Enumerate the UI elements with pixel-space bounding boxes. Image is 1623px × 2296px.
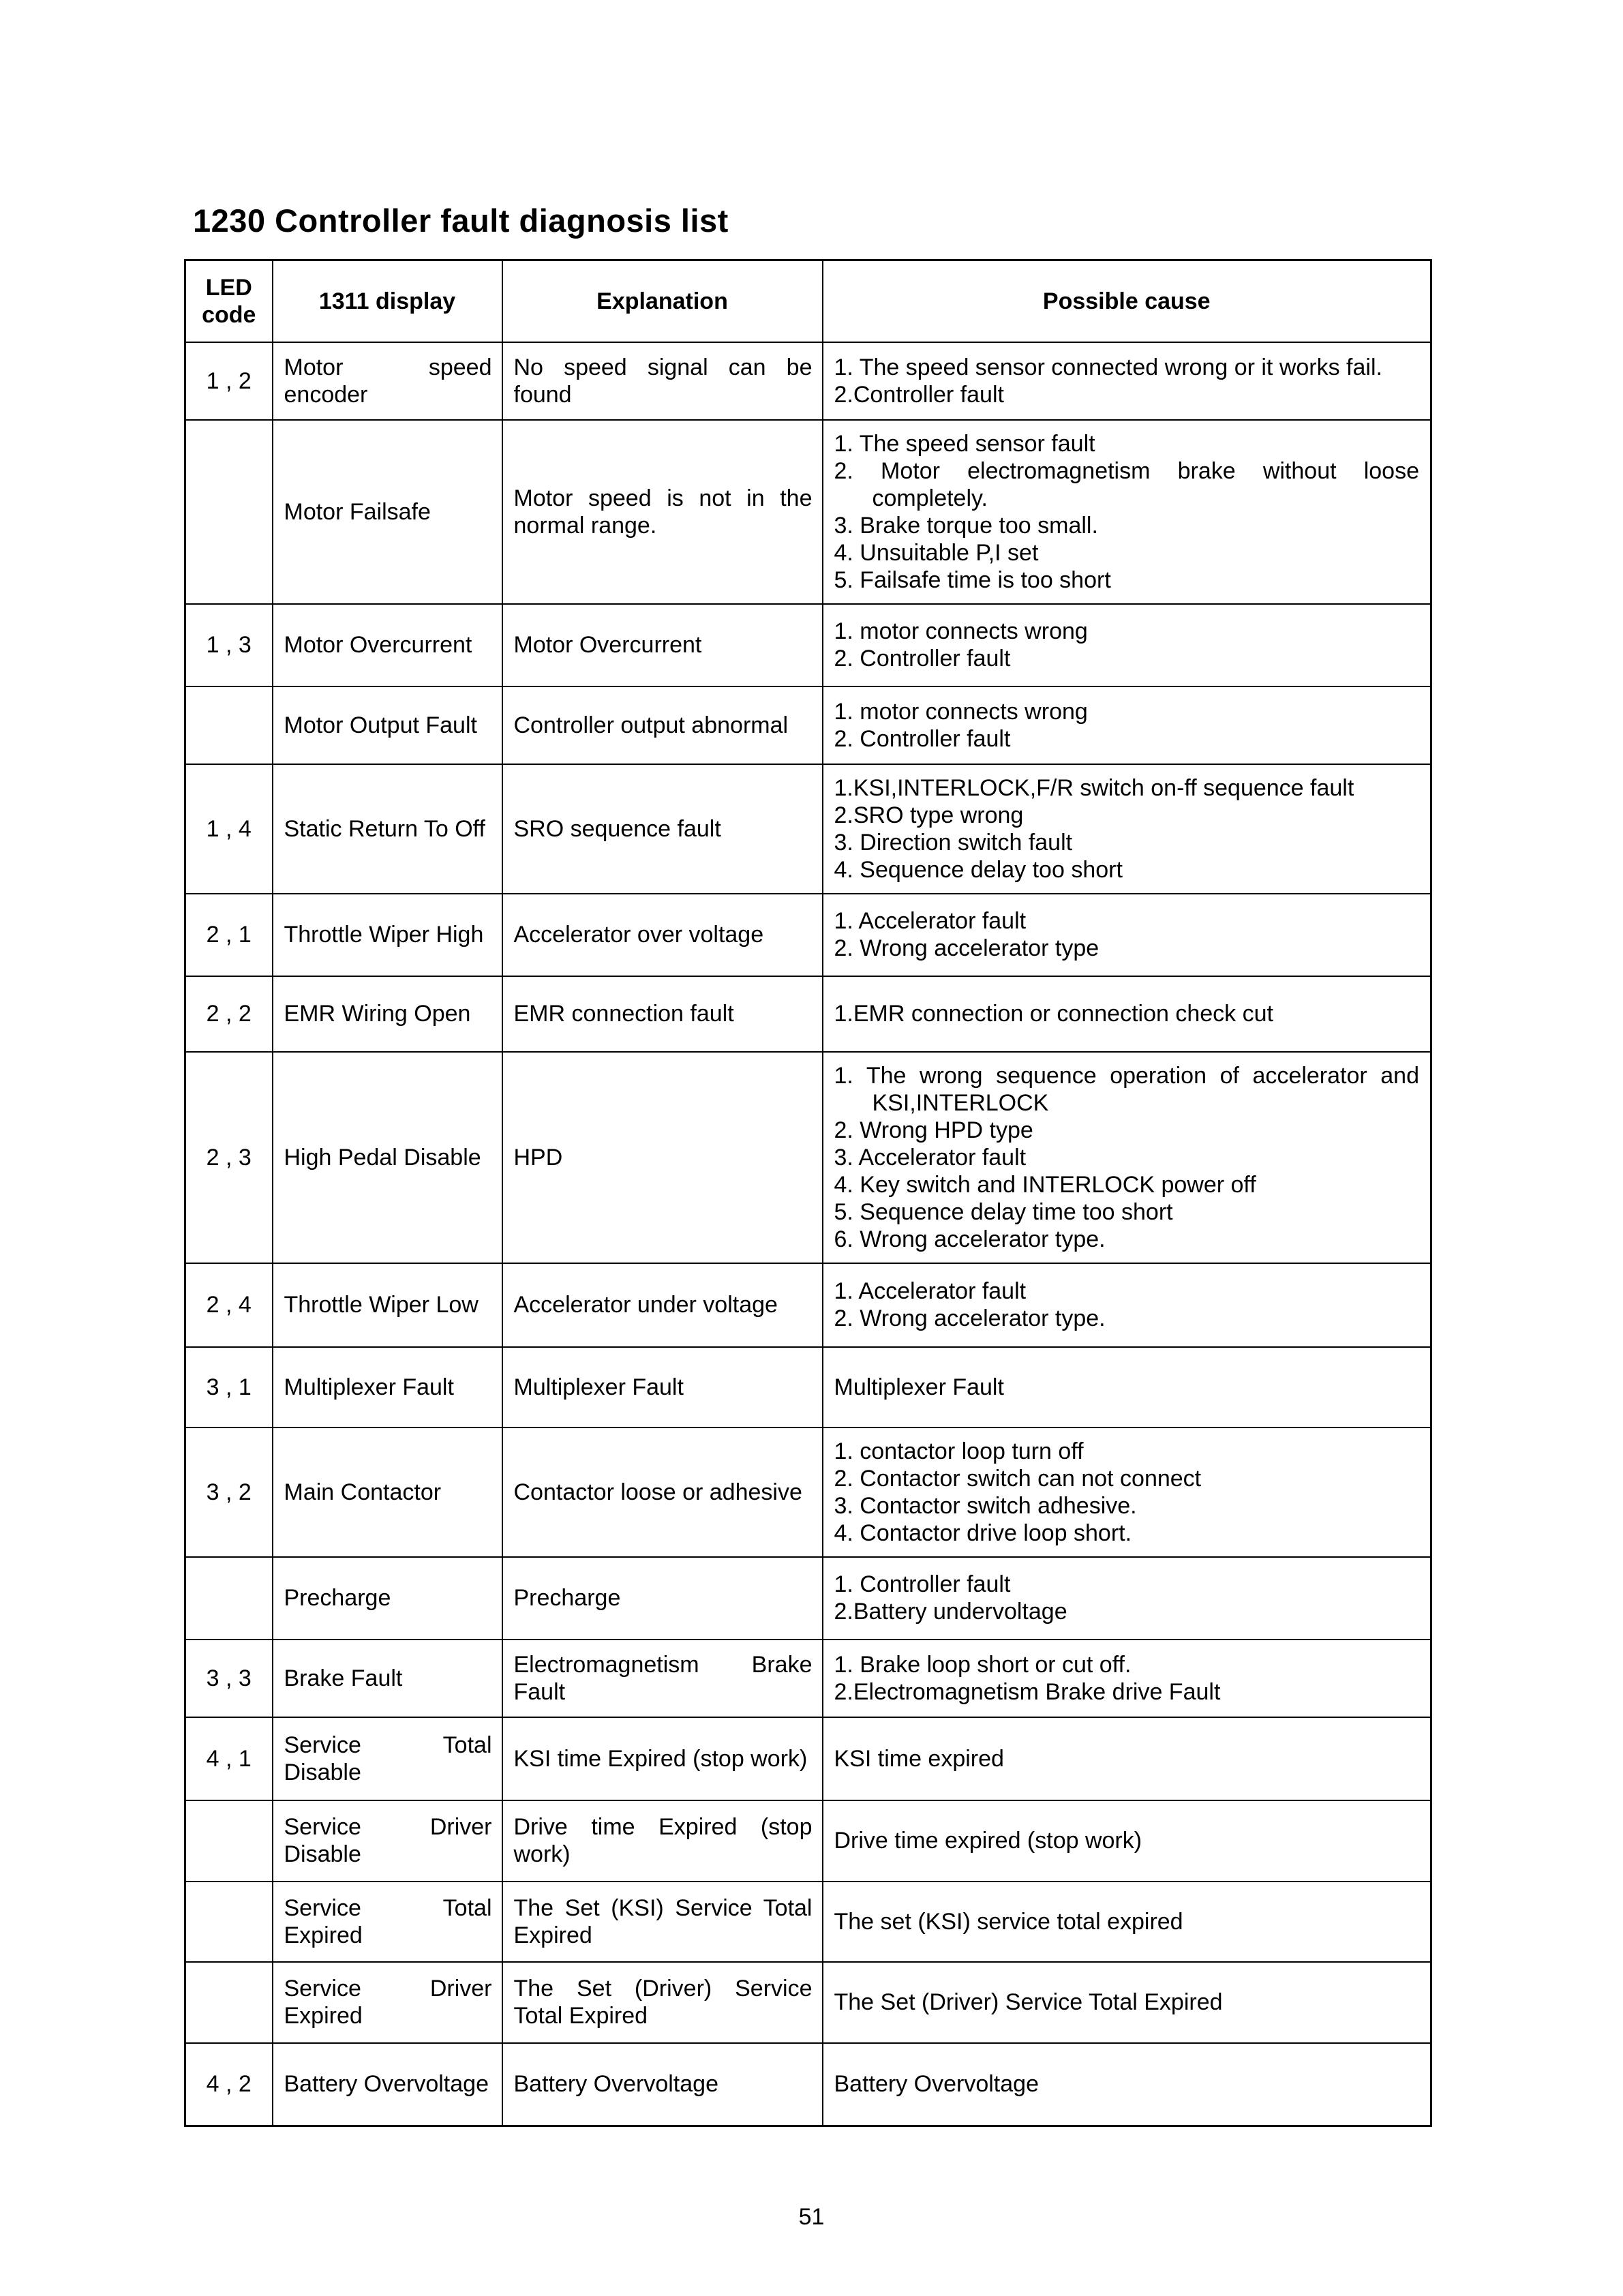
display-cell: Multiplexer Fault — [273, 1347, 502, 1428]
table-row — [185, 2043, 1431, 2126]
explanation-cell: Contactor loose or adhesive — [502, 1428, 823, 1557]
cause-item: 3. Brake torque too small. — [834, 512, 1098, 539]
display-cell: Battery Overvoltage — [273, 2043, 502, 2126]
table-row — [185, 1428, 1431, 1557]
cause-item: 3. Contactor switch adhesive. — [834, 1492, 1137, 1519]
table-row — [185, 1882, 1431, 1962]
cause-item: 2.Electromagnetism Brake drive Fault — [834, 1678, 1221, 1705]
led-code-cell — [185, 1800, 273, 1882]
table-row — [185, 1052, 1431, 1263]
led-code-cell: 1 , 4 — [185, 764, 273, 894]
table-row — [185, 342, 1431, 420]
possible-cause-cell — [823, 1428, 1431, 1557]
led-code-cell: 2 , 1 — [185, 894, 273, 976]
display-cell: Service Driver Disable — [273, 1800, 502, 1882]
cause-item: 1. The speed sensor fault — [834, 430, 1095, 457]
explanation-cell: SRO sequence fault — [502, 764, 823, 894]
display-cell: Motor Overcurrent — [273, 604, 502, 686]
cause-item: 2. Wrong HPD type — [834, 1117, 1033, 1143]
cause-item: 2.Controller fault — [834, 381, 1004, 408]
display-cell: Motor speed encoder — [273, 342, 502, 420]
cause-item: 1. Controller fault — [834, 1571, 1011, 1597]
explanation-cell: KSI time Expired (stop work) — [502, 1717, 823, 1800]
possible-cause-cell — [823, 1263, 1431, 1347]
cause-item: 5. Sequence delay time too short — [834, 1198, 1173, 1225]
display-cell: Service Total Disable — [273, 1717, 502, 1800]
table-row — [185, 1347, 1431, 1428]
display-cell: Throttle Wiper Low — [273, 1263, 502, 1347]
table-row — [185, 420, 1431, 604]
led-code-cell: 1 , 2 — [185, 342, 273, 420]
led-code-cell: 3 , 3 — [185, 1640, 273, 1717]
table-row — [185, 894, 1431, 976]
cause-item: 1. The wrong sequence operation of accelerator and KSI,INTERLOCK — [834, 1062, 1419, 1116]
possible-cause-cell — [823, 686, 1431, 764]
display-cell: Brake Fault — [273, 1640, 502, 1717]
cause-item: KSI time expired — [834, 1745, 1004, 1772]
explanation-cell: The Set (KSI) Service Total Expired — [502, 1882, 823, 1962]
cause-item: 1. Accelerator fault — [834, 1278, 1027, 1304]
cause-item: 1.EMR connection or connection check cut — [834, 1001, 1273, 1027]
cause-item: 5. Failsafe time is too short — [834, 567, 1111, 593]
explanation-cell: Accelerator over voltage — [502, 894, 823, 976]
possible-cause-cell — [823, 1052, 1431, 1263]
page-number: 51 — [798, 2204, 825, 2230]
table-row — [185, 1640, 1431, 1717]
cause-item: 3. Direction switch fault — [834, 829, 1073, 856]
header-possible-cause: Possible cause — [823, 260, 1431, 342]
explanation-cell: HPD — [502, 1052, 823, 1263]
cause-item: The Set (Driver) Service Total Expired — [834, 1989, 1223, 2015]
explanation-cell: The Set (Driver) Service Total Expired — [502, 1962, 823, 2043]
cause-item: 2.SRO type wrong — [834, 802, 1024, 828]
possible-cause-cell — [823, 1640, 1431, 1717]
header-1311-display: 1311 display — [273, 260, 502, 342]
cause-item: 4. Unsuitable P,I set — [834, 539, 1039, 566]
table-row — [185, 604, 1431, 686]
explanation-cell: Motor Overcurrent — [502, 604, 823, 686]
table-row — [185, 1557, 1431, 1640]
possible-cause-cell — [823, 1962, 1431, 2043]
explanation-cell: Battery Overvoltage — [502, 2043, 823, 2126]
explanation-cell: Accelerator under voltage — [502, 1263, 823, 1347]
led-code-cell — [185, 686, 273, 764]
cause-item: 1. motor connects wrong — [834, 698, 1088, 725]
display-cell: Throttle Wiper High — [273, 894, 502, 976]
cause-item: Drive time expired (stop work) — [834, 1828, 1142, 1854]
possible-cause-cell — [823, 342, 1431, 420]
possible-cause-cell — [823, 976, 1431, 1052]
led-code-cell: 3 , 1 — [185, 1347, 273, 1428]
led-code-cell: 4 , 1 — [185, 1717, 273, 1800]
led-code-cell: 2 , 4 — [185, 1263, 273, 1347]
display-cell: Precharge — [273, 1557, 502, 1640]
table-row — [185, 1962, 1431, 2043]
display-cell: Service Driver Expired — [273, 1962, 502, 2043]
cause-item: 2. Wrong accelerator type. — [834, 1305, 1106, 1331]
cause-item: 2. Controller fault — [834, 646, 1011, 671]
possible-cause-cell — [823, 1882, 1431, 1962]
table-row — [185, 1717, 1431, 1800]
display-cell: Static Return To Off — [273, 764, 502, 894]
possible-cause-cell — [823, 420, 1431, 604]
explanation-cell: Precharge — [502, 1557, 823, 1640]
display-cell: Service Total Expired — [273, 1882, 502, 1962]
cause-item: 4. Sequence delay too short — [834, 856, 1123, 883]
led-code-cell: 2 , 3 — [185, 1052, 273, 1263]
led-code-cell: 1 , 3 — [185, 604, 273, 686]
led-code-cell — [185, 420, 273, 604]
display-cell: Motor Output Fault — [273, 686, 502, 764]
cause-item: 4. Key switch and INTERLOCK power off — [834, 1171, 1256, 1198]
display-cell: High Pedal Disable — [273, 1052, 502, 1263]
cause-item: Battery Overvoltage — [834, 2071, 1039, 2098]
explanation-cell: No speed signal can be found — [502, 342, 823, 420]
header-explanation: Explanation — [502, 260, 823, 342]
cause-item: 1. The speed sensor connected wrong or it works fail. — [834, 354, 1382, 380]
cause-item: 1. motor connects wrong — [834, 618, 1088, 644]
cause-item: 2. Wrong accelerator type — [834, 935, 1099, 961]
possible-cause-cell — [823, 1347, 1431, 1428]
led-code-cell: 4 , 2 — [185, 2043, 273, 2126]
cause-item: 1. contactor loop turn off — [834, 1438, 1084, 1464]
explanation-cell: Motor speed is not in the normal range. — [502, 420, 823, 604]
cause-item: 4. Contactor drive loop short. — [834, 1520, 1132, 1546]
led-code-cell — [185, 1882, 273, 1962]
page-title: 1230 Controller fault diagnosis list — [193, 202, 729, 239]
explanation-cell: Controller output abnormal — [502, 686, 823, 764]
cause-item: 3. Accelerator fault — [834, 1144, 1027, 1170]
cause-item: 1. Brake loop short or cut off. — [834, 1651, 1132, 1678]
led-code-cell: 2 , 2 — [185, 976, 273, 1052]
explanation-cell: EMR connection fault — [502, 976, 823, 1052]
possible-cause-cell — [823, 604, 1431, 686]
display-cell: Motor Failsafe — [273, 420, 502, 604]
possible-cause-cell — [823, 1717, 1431, 1800]
explanation-cell: Electromagnetism Brake Fault — [502, 1640, 823, 1717]
possible-cause-cell — [823, 1800, 1431, 1882]
cause-item: 1.KSI,INTERLOCK,F/R switch on-ff sequence fault — [834, 774, 1354, 801]
display-cell: EMR Wiring Open — [273, 976, 502, 1052]
table-header-row — [185, 260, 1431, 342]
explanation-cell: Multiplexer Fault — [502, 1347, 823, 1428]
table-row — [185, 764, 1431, 894]
possible-cause-cell — [823, 764, 1431, 894]
possible-cause-cell — [823, 2043, 1431, 2126]
cause-item: 2. Motor electromagnetism brake without loose completely. — [834, 457, 1419, 511]
header-led-code: LED code — [185, 260, 273, 342]
table-row — [185, 1800, 1431, 1882]
table-row — [185, 1263, 1431, 1347]
explanation-cell: Drive time Expired (stop work) — [502, 1800, 823, 1882]
possible-cause-cell — [823, 894, 1431, 976]
table-row — [185, 686, 1431, 764]
cause-item: 6. Wrong accelerator type. — [834, 1226, 1106, 1252]
table-body — [185, 342, 1431, 2126]
led-code-cell — [185, 1557, 273, 1640]
cause-item: Multiplexer Fault — [834, 1374, 1004, 1400]
cause-item: 2. Contactor switch can not connect — [834, 1465, 1202, 1492]
cause-item: 1. Accelerator fault — [834, 908, 1027, 934]
led-code-cell: 3 , 2 — [185, 1428, 273, 1557]
led-code-cell — [185, 1962, 273, 2043]
fault-diagnosis-table — [184, 259, 1432, 2127]
display-cell: Main Contactor — [273, 1428, 502, 1557]
cause-item: The set (KSI) service total expired — [834, 1908, 1183, 1935]
possible-cause-cell — [823, 1557, 1431, 1640]
cause-item: 2.Battery undervoltage — [834, 1599, 1067, 1625]
table-row — [185, 976, 1431, 1052]
cause-item: 2. Controller fault — [834, 725, 1011, 752]
